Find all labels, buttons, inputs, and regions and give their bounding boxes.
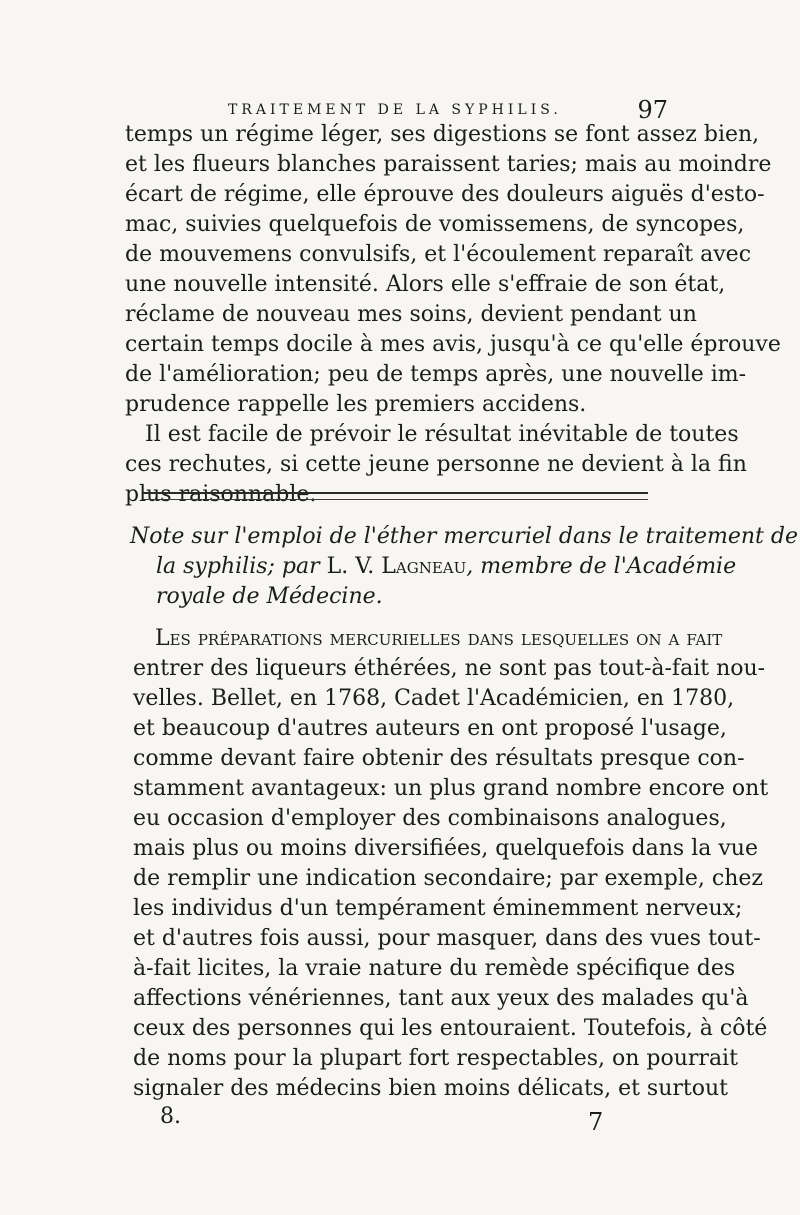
text-line: de noms pour la plupart fort respectables, on pourrait	[133, 1046, 738, 1071]
text-line: de mouvemens convulsifs, et l'écoulement reparaît avec	[125, 242, 752, 267]
text-line: une nouvelle intensité. Alors elle s'effraie de son état,	[125, 272, 726, 297]
gathering-number: 7	[588, 1108, 604, 1136]
text-line: et beaucoup d'autres auteurs en ont proposé l'usage,	[133, 716, 727, 741]
text-line: les individus d'un tempérament éminemment nerveux;	[133, 896, 743, 921]
text-line: temps un régime léger, ses digestions se font assez bien,	[125, 122, 760, 147]
text-line: comme devant faire obtenir des résultats presque con-	[133, 746, 745, 771]
separator-rule-bottom	[143, 499, 648, 500]
text-line: Il est facile de prévoir le résultat inévitable de toutes	[145, 422, 739, 447]
text-line: de remplir une indication secondaire; par exemple, chez	[133, 866, 764, 891]
signature-mark: 8.	[160, 1104, 181, 1129]
text-line: Les préparations mercurielles dans lesquelles on a fait	[155, 626, 723, 651]
note-title-line: royale de Médecine.	[156, 584, 383, 609]
text-line: affections vénériennes, tant aux yeux des malades qu'à	[133, 986, 749, 1011]
text-line: et les flueurs blanches paraissent taries; mais au moindre	[125, 152, 772, 177]
note-title-prefix: la syphilis; par	[156, 554, 327, 579]
text-line: réclame de nouveau mes soins, devient pendant un	[125, 302, 697, 327]
text-line: signaler des médecins bien moins délicats, et surtout	[133, 1076, 728, 1101]
text-line: prudence rappelle les premiers accidens.	[125, 392, 587, 417]
text-line: certain temps docile à mes avis, jusqu'à ce qu'elle éprouve	[125, 332, 781, 357]
text-line: ceux des personnes qui les entouraient. Toutefois, à côté	[133, 1016, 768, 1041]
text-line: mais plus ou moins diversifiées, quelquefois dans la vue	[133, 836, 758, 861]
note-title-line	[156, 552, 800, 582]
text-line: de l'amélioration; peu de temps après, une nouvelle im-	[125, 362, 747, 387]
text-line: entrer des liqueurs éthérées, ne sont pas tout-à-fait nou-	[133, 656, 766, 681]
text-line: plus raisonnable.	[125, 482, 317, 507]
note-title-line: Note sur l'emploi de l'éther mercuriel dans le traitement de	[130, 524, 798, 549]
note-author: L. V. Lagneau	[326, 554, 467, 579]
text-line: et d'autres fois aussi, pour masquer, dans des vues tout-	[133, 926, 761, 951]
text-line: velles. Bellet, en 1768, Cadet l'Académicien, en 1780,	[133, 686, 735, 711]
text-line: à-fait licites, la vraie nature du remède spécifique des	[133, 956, 736, 981]
text-line: stamment avantageux: un plus grand nombre encore ont	[133, 776, 769, 801]
note-title-suffix: , membre de l'Académie	[466, 554, 737, 579]
text-line: ces rechutes, si cette jeune personne ne devient à la fin	[125, 452, 747, 477]
text-line: écart de régime, elle éprouve des douleurs aiguës d'esto-	[125, 182, 765, 207]
separator-rule-top	[143, 492, 648, 494]
page-number: 97	[637, 96, 668, 124]
text-line: mac, suivies quelquefois de vomissemens, de syncopes,	[125, 212, 745, 237]
text-line: eu occasion d'employer des combinaisons analogues,	[133, 806, 727, 831]
running-title: TRAITEMENT DE LA SYPHILIS.	[228, 102, 562, 118]
